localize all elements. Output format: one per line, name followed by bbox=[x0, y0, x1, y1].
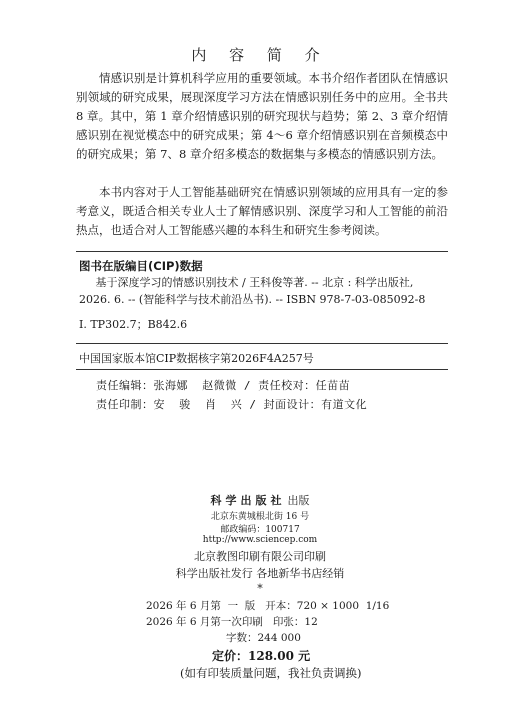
cip-catalog-entry: 基于深度学习的情感识别技术 / 王科俊等著. -- 北京 : 科学出版社, 2026. 6. -- (智能科学与技术前沿丛书). -- ISBN 978-7-03-085092-8 bbox=[79, 276, 426, 306]
printer-line: 北京教图印刷有限公司印刷 bbox=[194, 550, 326, 563]
publisher-suffix: 出版 bbox=[287, 494, 310, 507]
price: 定价：128.00 元 bbox=[212, 649, 311, 663]
publisher-url: http://www.sciencep.com bbox=[202, 535, 318, 545]
edition-format: 2026 年 6 月第 一 版 开本：720 × 1000 1/16 bbox=[146, 600, 390, 612]
credits-production: 责任印制：安 骏 肖 兴 / 封面设计：有道文化 bbox=[96, 398, 368, 411]
cip-record-number: 中国国家版本馆CIP数据核字第2026F4A257号 bbox=[79, 352, 314, 365]
quality-note: (如有印装质量问题，我社负责调换) bbox=[180, 666, 362, 680]
page-title: 内 容 简 介 bbox=[191, 46, 329, 64]
cip-classification: Ⅰ. TP302.7；B842.6 bbox=[79, 318, 188, 331]
divider-cip bbox=[76, 343, 448, 344]
summary-paragraph-2: 本书内容对于人工智能基础研究在情感识别领域的应用具有一定的参考意义，既适合相关专业人士了解情感识别、深度学习和人工智能的前沿热点，也适合对人工智能感兴趣的本科生和研究生参考阅读。 bbox=[76, 185, 448, 237]
distribution-line: 科学出版社发行 各地新华书店经销 bbox=[175, 567, 345, 580]
printing-sheets: 2026 年 6 月第一次印刷 印张：12 bbox=[146, 616, 318, 628]
publisher-name: 科学出版社 bbox=[210, 494, 286, 507]
cip-heading: 图书在版编目(CIP)数据 bbox=[79, 259, 203, 273]
divider-top bbox=[76, 251, 448, 252]
publisher-imprint bbox=[0, 492, 520, 508]
publisher-address: 北京东黄城根北街 16 号 bbox=[210, 512, 310, 522]
word-count: 字数：244 000 bbox=[226, 632, 301, 644]
divider-credits bbox=[76, 369, 448, 370]
publisher-postcode: 邮政编码：100717 bbox=[220, 525, 300, 535]
summary-paragraph-1: 情感识别是计算机科学应用的重要领域。本书介绍作者团队在情感识别领域的研究成果，展现深度学习方法在情感识别任务中的应用。全书共 8 章。其中，第 1 章介绍情感识别的研究现状与趋势；第 2、3 章介绍情感识别在视觉模态中的研究成果；第 4～6 章介绍情感识别在音频模态中的研究成果；第 7、8 章介绍多模态的数据集与多模态的情感识别方法。 bbox=[76, 71, 448, 161]
credits-editors: 责任编辑：张海娜 赵微微 / 责任校对：任苗苗 bbox=[96, 379, 351, 392]
separator-star: * bbox=[257, 582, 263, 595]
